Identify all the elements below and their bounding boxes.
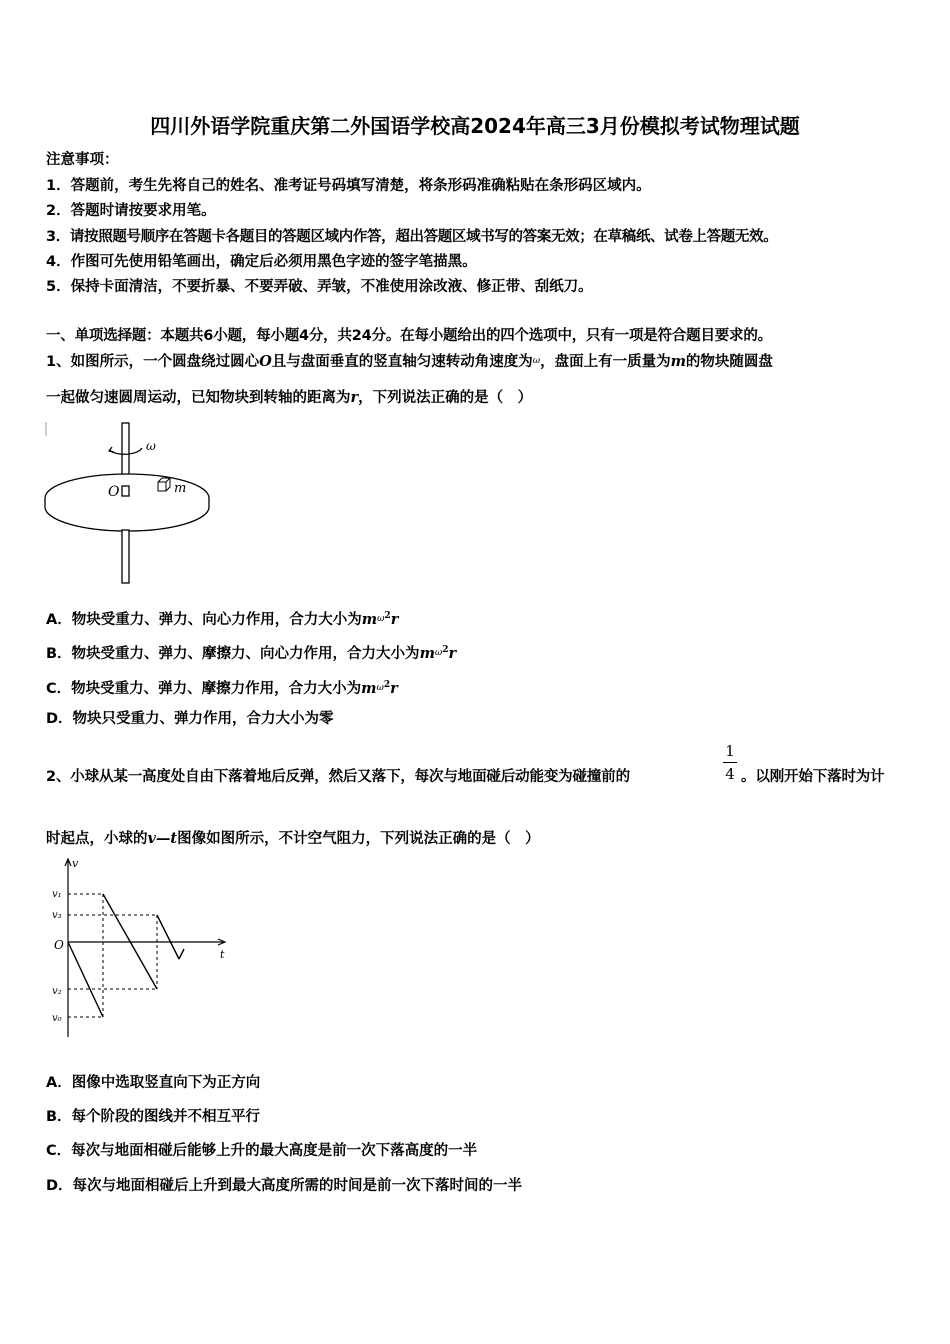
q1-option-a-r: r: [390, 611, 399, 628]
q1-omega: ω: [532, 356, 541, 366]
q1-option-b-m: m: [419, 645, 435, 662]
notice-item-2: 2．答题时请按要求用笔。: [46, 203, 216, 219]
notice-item-1: 1．答题前，考生先将自己的姓名、准考证号码填写清楚，将条形码准确粘贴在条形码区域内。: [46, 178, 651, 194]
q1-option-c-text: C．物块受重力、弹力、摩擦力作用，合力大小为: [46, 681, 362, 697]
q1-option-a: [46, 607, 398, 629]
q1-option-c-m: m: [361, 680, 377, 697]
q1-var-o: O: [259, 353, 272, 370]
q1-option-c-r: r: [390, 680, 398, 697]
q1-option-b: [46, 641, 456, 663]
q1-option-b-text: B．物块受重力、弹力、摩擦力、向心力作用，合力大小为: [46, 646, 420, 662]
q2-axis-v-label: v: [72, 857, 79, 870]
q2-origin-label: O: [54, 938, 64, 952]
q1-var-r: r: [350, 389, 359, 406]
q2-v2-label: v₂: [52, 986, 62, 997]
q2-stem-line1-b: 。以刚开始下落时为计: [741, 769, 885, 785]
q1-stem-line1: [46, 352, 773, 371]
q1-text-f: ，下列说法正确的是（ ）: [358, 390, 533, 406]
q1-text-c: ，盘面上有一质量为: [540, 354, 671, 370]
q1-option-d: D．物块只受重力、弹力作用，合力大小为零: [46, 711, 334, 727]
q1-option-b-exp: 2: [442, 645, 449, 655]
q2-stem-line1-a: 2、小球从某一高度处自由下落着地后反弹，然后又落下，每次与地面碰后动能变为碰撞前的: [46, 769, 630, 785]
q1-text-e: 一起做匀速圆周运动，已知物块到转轴的距离为: [46, 390, 351, 406]
q2-option-d: D．每次与地面相碰后上升到最大高度所需的时间是前一次下落时间的一半: [46, 1178, 523, 1194]
q1-var-m: m: [670, 353, 686, 370]
q2-fraction-denominator: 4: [725, 765, 735, 783]
notice-item-3: 3．请按照题号顺序在答题卡各题目的答题区域内作答，超出答题区域书写的答案无效；在草稿纸、试卷上答题无效。: [46, 229, 778, 245]
q2-stem-line2: [46, 830, 540, 848]
q1-option-c: [46, 676, 398, 698]
q1-figure-disc: [42, 420, 222, 588]
q2-text-a: 时起点，小球的: [46, 831, 148, 847]
q1-text-a: 1、如图所示，一个圆盘绕过圆心: [46, 354, 260, 370]
q1-option-a-exp: 2: [384, 611, 391, 621]
notice-item-4: 4．作图可先使用铅笔画出，确定后必须用黑色字迹的签字笔描黑。: [46, 254, 477, 270]
q2-option-a: A．图像中选取竖直向下为正方向: [46, 1075, 261, 1091]
q1-option-a-text: A．物块受重力、弹力、向心力作用，合力大小为: [46, 612, 362, 628]
q2-fraction: [722, 742, 738, 783]
q1-option-c-omega: ω: [376, 683, 384, 693]
q1-option-b-omega: ω: [434, 648, 443, 658]
q2-option-c: C．每次与地面相碰后能够上升的最大高度是前一次下落高度的一半: [46, 1143, 478, 1159]
q1-figure-o-label: O: [108, 484, 120, 500]
q2-text-b: 图像如图所示，不计空气阻力，下列说法正确的是（ ）: [177, 831, 540, 847]
q2-fraction-bar: [723, 762, 737, 763]
q1-option-c-exp: 2: [383, 680, 391, 690]
q2-v0-label: v₀: [52, 1013, 62, 1024]
q2-fraction-numerator: 1: [725, 742, 735, 760]
notice-heading: 注意事项：: [46, 152, 119, 168]
q1-stem-line2: [46, 389, 532, 407]
page-title: 四川外语学院重庆第二外国语学校高2024年高三3月份模拟考试物理试题: [150, 114, 800, 138]
q2-option-b: B．每个阶段的图线并不相互平行: [46, 1109, 261, 1125]
q2-var-vt: v—t: [147, 830, 178, 847]
q1-option-a-omega: ω: [377, 614, 385, 624]
q1-text-b: 且与盘面垂直的竖直轴匀速转动角速度为: [271, 354, 533, 370]
q1-option-a-m: m: [361, 611, 378, 628]
q2-vt-graph: [48, 855, 238, 1045]
notice-item-5: 5．保持卡面清洁，不要折暴、不要弄破、弄皱，不准使用涂改液、修正带、刮纸刀。: [46, 279, 593, 295]
q1-text-d: 的物块随圆盘: [685, 354, 773, 370]
q2-v1-label: v₁: [52, 889, 62, 900]
section-heading: 一、单项选择题：本题共6小题，每小题4分，共24分。在每小题给出的四个选项中，只有一项是符合题目要求的。: [46, 328, 772, 344]
q1-option-b-r: r: [448, 645, 457, 662]
q2-axis-t-label: t: [220, 948, 225, 961]
q1-figure-m-label: m: [174, 481, 187, 496]
q1-figure-omega-label: ω: [146, 439, 156, 453]
q2-v3-label: v₃: [52, 910, 62, 921]
